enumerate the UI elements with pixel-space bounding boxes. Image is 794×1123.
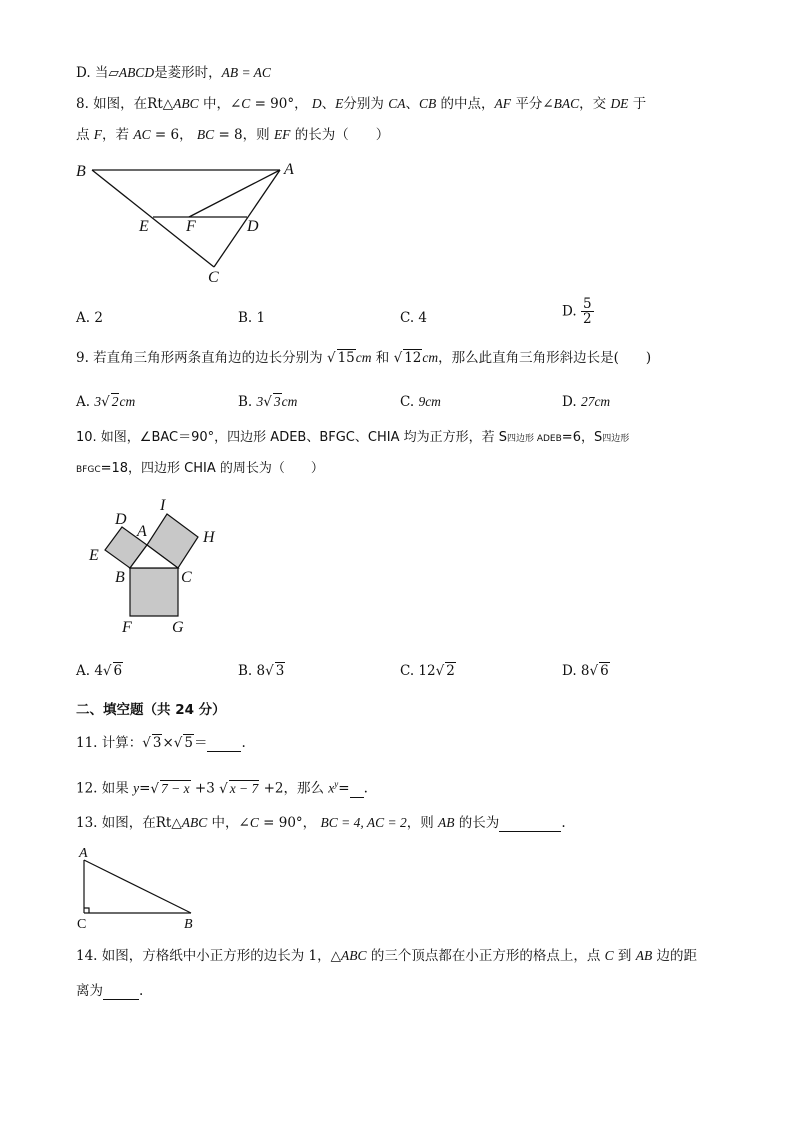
q9-oa-sqrt: √ 2 — [101, 394, 119, 410]
q10-t1: 10. 如图，∠BAC＝90°，四边形 ADEB、BFGC、CHIA 均为正方形，若 S — [76, 430, 507, 445]
q9-oa-unit: cm — [119, 394, 136, 409]
q8-ac: AC — [133, 127, 151, 142]
q10-t2: =6，S — [561, 430, 603, 445]
q9-t2: 和 — [371, 350, 394, 366]
q9-r2: 12 — [404, 350, 422, 366]
q14-answer-blank[interactable] — [103, 985, 139, 1000]
q9-u2: cm — [422, 350, 439, 365]
q13 — [76, 814, 566, 832]
q13-seg-ab — [84, 860, 191, 913]
q10-sub1: 四边形 ADEB — [506, 434, 562, 444]
q13-t1: 13. 如图，在Rt△ — [76, 815, 182, 831]
q12-sup: y — [334, 779, 339, 789]
q13-c: C — [249, 815, 259, 830]
q8-ef: EF — [273, 127, 291, 142]
q8-option-a[interactable]: A. 2 — [76, 310, 103, 326]
q12-answer-blank[interactable] — [350, 783, 364, 798]
q14-t5: 离为 — [76, 983, 103, 999]
q10-option-c[interactable] — [400, 662, 456, 680]
q10-oa-sqrt: √ 6 — [102, 663, 123, 679]
q9-sqrt1: √ 15 — [326, 350, 355, 366]
q8-option-b[interactable]: B. 1 — [238, 310, 266, 326]
q10-label-e: E — [89, 547, 99, 564]
q8-label-b: B — [76, 163, 86, 180]
q10-sub2: 四边形 — [602, 434, 630, 444]
q14-c: C — [604, 948, 614, 963]
q10-ob-prefix: B. 8 — [238, 663, 266, 679]
q14-line2 — [76, 982, 143, 1000]
q12-end: . — [363, 780, 368, 797]
q9-t3: ，那么此直角三角形斜边长是( ) — [438, 350, 652, 366]
q9-ob-coef: 3 — [256, 394, 264, 409]
q9-option-c[interactable] — [400, 393, 441, 411]
q14-ab: AB — [635, 948, 653, 963]
q10-label-b: B — [115, 569, 125, 586]
q10-label-c: C — [181, 569, 192, 586]
q9-u1: cm — [355, 350, 372, 365]
q10-option-d[interactable] — [562, 662, 610, 680]
q11-end: . — [241, 735, 246, 751]
q10-od-rad: 6 — [600, 663, 609, 679]
q8-t10: 于 — [628, 96, 647, 112]
q12 — [76, 775, 368, 798]
q8-label-e: E — [139, 218, 149, 235]
q10-oc-prefix: C. 12 — [400, 663, 436, 679]
q11-sqrt2: √ 5 — [173, 735, 193, 751]
q10-label-i: I — [160, 497, 166, 514]
q10-label-f: F — [122, 619, 132, 636]
q9-ob-prefix: B. — [238, 394, 257, 410]
q9-oa-prefix: A. — [76, 394, 95, 410]
q12-x: x — [328, 780, 335, 796]
q10-label-d: D — [115, 511, 127, 528]
q12-t1: 12. 如果 — [76, 780, 134, 797]
q10-t3: =18，四边形 CHIA 的周长为（ ） — [100, 461, 324, 476]
q7d-mid: 是菱形时， — [154, 65, 222, 81]
q8-option-d[interactable] — [562, 297, 594, 326]
q8-t7: 的中点， — [436, 96, 495, 112]
q8-line1 — [76, 95, 646, 113]
q10-oc-rad: 2 — [446, 663, 455, 679]
q8-label-d: D — [247, 218, 259, 235]
q9-sqrt2: √ 12 — [393, 350, 422, 366]
q8-e: E — [335, 96, 344, 111]
q8-f: F — [93, 127, 103, 142]
q9-oc-prefix: C. — [400, 394, 419, 410]
q10-oc-sqrt: √ 2 — [435, 663, 455, 679]
q13-figure — [74, 842, 204, 932]
q12-eq2: = — [338, 780, 350, 797]
q7d-shape: ▱ABCD — [108, 65, 155, 80]
q11-r2: 5 — [184, 735, 193, 751]
q7d-prefix: D. 当 — [76, 65, 109, 81]
q10-label-h: H — [203, 529, 215, 546]
q10-line1 — [76, 429, 629, 448]
q13-right-angle-mark — [84, 908, 89, 913]
q8-c: C — [241, 96, 251, 111]
q13-label-c: C — [77, 917, 87, 932]
q13-t3: = 90°， — [258, 815, 321, 831]
q10-figure — [84, 494, 234, 642]
q11-times: × — [162, 735, 174, 751]
q9-oc-val: 9cm — [418, 394, 441, 409]
q9-oa-coef: 3 — [94, 394, 102, 409]
q8-od-den: 2 — [582, 311, 592, 327]
q14-t4: 边的距 — [652, 948, 698, 964]
q12-sqrt2: √ x − 7 — [219, 780, 259, 797]
q8-label-a: A — [284, 161, 294, 178]
q11-answer-blank[interactable] — [207, 737, 241, 752]
q13-abc: ABC — [181, 815, 208, 830]
q8-label-f: F — [186, 218, 196, 235]
q8-t4: 、 — [321, 96, 336, 112]
q9-ob-unit: cm — [281, 394, 298, 409]
q12-y: y — [133, 780, 140, 796]
q8-bc: BC — [196, 127, 215, 142]
q8-t2: 中，∠ — [198, 96, 242, 112]
q8-od-fraction — [581, 297, 594, 326]
q8-figure — [70, 155, 310, 290]
q11-r1: 3 — [152, 735, 162, 751]
q9-ob-sqrt: √ 3 — [263, 394, 281, 410]
q8-t6: 、 — [405, 96, 419, 112]
q13-label-a: A — [79, 846, 88, 861]
q13-t2: 中，∠ — [207, 815, 250, 831]
q9-stem — [76, 349, 651, 367]
q10-ob-sqrt: √ 3 — [265, 663, 285, 679]
q12-eq: = — [139, 780, 151, 797]
q14-tri: △ABC — [330, 948, 367, 963]
q8-af: AF — [494, 96, 512, 111]
q9-option-b[interactable] — [238, 393, 297, 411]
q7-option-d — [76, 64, 271, 82]
q8-cb: CB — [418, 96, 437, 111]
q13-ab: AB — [438, 815, 455, 830]
q10-label-g: G — [172, 619, 184, 636]
q10-option-a[interactable] — [76, 662, 123, 680]
section-2-title: 二、填空题（共 24 分） — [76, 702, 226, 718]
q14-line1 — [76, 947, 697, 965]
q9-option-a[interactable] — [76, 393, 135, 411]
q13-cond: BC = 4, AC = 2 — [320, 815, 407, 830]
q9-r1: 15 — [337, 350, 355, 366]
q9-oa-rad: 2 — [111, 394, 119, 409]
q8-t11: 点 — [76, 127, 94, 143]
q14-end: . — [139, 983, 144, 999]
q8-od-prefix: D. — [562, 303, 577, 320]
q8-od-num: 5 — [582, 296, 592, 312]
q8-line2 — [76, 126, 389, 144]
q11-t1: 11. 计算： — [76, 735, 143, 751]
q14-t1: 14. 如图，方格纸中小正方形的边长为 1， — [76, 948, 331, 964]
q8-ca: CA — [388, 96, 406, 111]
q14-t3: 到 — [613, 948, 636, 964]
q8-t9: ，交 — [579, 96, 611, 112]
q10-od-sqrt: √ 6 — [589, 663, 609, 679]
q10-square-bfgc — [130, 568, 178, 616]
q8-abc: ABC — [173, 96, 199, 111]
q8-t1: 8. 如图，在Rt△ — [76, 96, 174, 112]
q9-od-prefix: D. — [562, 394, 581, 410]
q8-d: D — [311, 96, 322, 111]
q13-label-b: B — [184, 917, 193, 932]
q8-de: DE — [610, 96, 629, 111]
q10-label-a: A — [137, 523, 147, 540]
q11-sqrt1: √ 3 — [142, 735, 162, 751]
q13-answer-blank[interactable] — [499, 817, 561, 832]
q8-t13: = 6， — [150, 127, 197, 143]
q8-bac: BAC — [553, 96, 580, 111]
q13-end: . — [561, 815, 566, 831]
q14-t2: 的三个顶点都在小正方形的格点上，点 — [366, 948, 605, 964]
q12-r2: x − 7 — [229, 780, 259, 796]
q10-ob-rad: 3 — [275, 663, 285, 679]
q12-t3: +2，那么 — [259, 780, 329, 797]
q8-t15: 的长为（ ） — [290, 127, 390, 143]
q12-r1: 7 − x — [160, 780, 190, 796]
q8-t5: 分别为 — [343, 96, 389, 112]
q8-t14: = 8，则 — [214, 127, 274, 143]
q11-t2: ＝ — [193, 735, 208, 751]
q9-ob-rad: 3 — [273, 394, 281, 409]
q10-od-prefix: D. 8 — [562, 663, 590, 679]
q12-t2: +3 — [190, 780, 220, 797]
q13-t5: 的长为 — [454, 815, 500, 831]
q8-t8: 平分∠ — [511, 96, 554, 112]
q10-sub3: BFGC — [76, 465, 101, 475]
q9-t1: 9. 若直角三角形两条直角边的边长分别为 — [76, 350, 327, 366]
q9-option-d[interactable] — [562, 393, 610, 411]
q8-seg-af — [189, 170, 280, 217]
q10-line2 — [76, 460, 324, 479]
q8-option-c[interactable]: C. 4 — [400, 310, 428, 326]
q8-label-c: C — [208, 269, 219, 286]
q8-t12: ，若 — [102, 127, 134, 143]
q13-t4: ，则 — [406, 815, 439, 831]
q7d-eq: AB = AC — [221, 65, 271, 80]
q12-sqrt1: √ 7 − x — [150, 780, 190, 797]
q11 — [76, 734, 246, 752]
q8-t3: = 90°， — [250, 96, 312, 112]
q10-oa-rad: 6 — [113, 663, 123, 679]
q10-oa-prefix: A. 4 — [76, 663, 103, 679]
q10-option-b[interactable] — [238, 662, 285, 680]
q9-od-val: 27cm — [580, 394, 611, 409]
